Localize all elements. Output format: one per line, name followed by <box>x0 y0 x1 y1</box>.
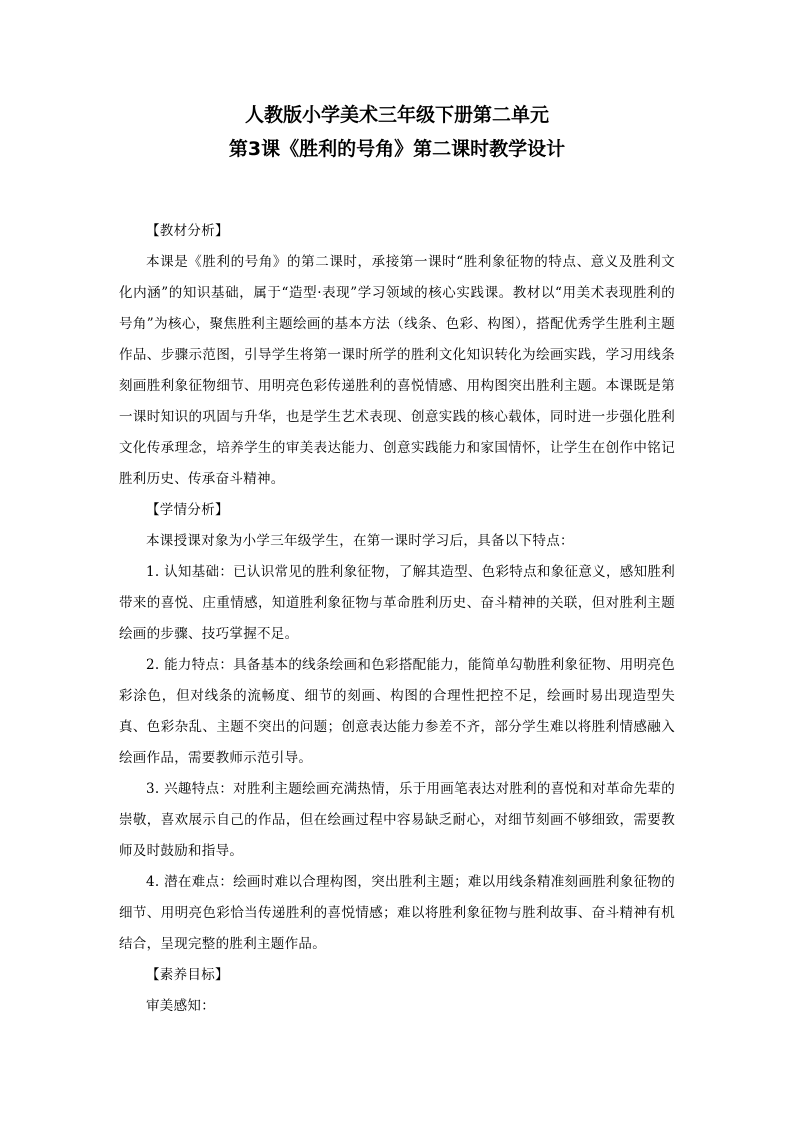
section-heading-learner-analysis: 【学情分析】 <box>146 502 229 518</box>
list-item: 3. 兴趣特点：对胜利主题绘画充满热情，乐于用画笔表达对胜利的喜悦和对革命先辈的崇敬，喜欢展示自己的作品，但在绘画过程中容易缺乏耐心，对细节刻画不够细致，需要教师及时鼓励和指导。 <box>119 781 675 859</box>
paragraph: 本课授课对象为小学三年级学生，在第一课时学习后，具备以下特点： <box>146 533 574 549</box>
document-page <box>119 98 675 1022</box>
list-item: 4. 潜在难点：绘画时难以合理构图，突出胜利主题；难以用线条精准刻画胜利象征物的细节、用明亮色彩恰当传递胜利的喜悦情感；难以将胜利象征物与胜利故事、奋斗精神有机结合，呈现完整的胜利主题作品。 <box>119 874 675 952</box>
list-item: 2. 能力特点：具备基本的线条绘画和色彩搭配能力，能简单勾勒胜利象征物、用明亮色彩涂色，但对线条的流畅度、细节的刻画、构图的合理性把控不足，绘画时易出现造型失真、色彩杂乱、主题不突出的问题；创意表达能力参差不齐，部分学生难以将胜利情感融入绘画作品，需要教师示范引导。 <box>119 657 675 766</box>
paragraph: 本课是《胜利的号角》的第二课时，承接第一课时“胜利象征物的特点、意义及胜利文化内涵”的知识基础，属于“造型·表现”学习领域的核心实践课。教材以“用美术表现胜利的号角”为核心，聚焦胜利主题绘画的基本方法（线条、色彩、构图），搭配优秀学生胜利主题作品、步骤示范图，引导学生将第一课时所学的胜利文化知识转化为绘画实践，学习用线条刻画胜利象征物细节、用明亮色彩传递胜利的喜悦情感、用构图突出胜利主题。本课既是第一课时知识的巩固与升华，也是学生艺术表现、创意实践的核心载体，同时进一步强化胜利文化传承理念，培养学生的审美表达能力、创意实践能力和家国情怀，让学生在创作中铭记胜利历史、传承奋斗精神。 <box>119 254 675 487</box>
document-title-line2: 第3课《胜利的号角》第二课时教学设计 <box>228 138 566 160</box>
paragraph: 审美感知： <box>146 998 215 1014</box>
section-heading-textbook-analysis: 【教材分析】 <box>146 223 229 239</box>
list-item: 1. 认知基础：已认识常见的胜利象征物，了解其造型、色彩特点和象征意义，感知胜利带来的喜悦、庄重情感，知道胜利象征物与革命胜利历史、奋斗精神的关联，但对胜利主题绘画的步骤、技巧掌握不足。 <box>119 564 675 642</box>
document-body <box>119 216 675 1022</box>
section-heading-literacy-goals: 【素养目标】 <box>146 967 229 983</box>
title-spacing <box>119 166 675 216</box>
document-title-line1: 人教版小学美术三年级下册第二单元 <box>244 104 549 126</box>
